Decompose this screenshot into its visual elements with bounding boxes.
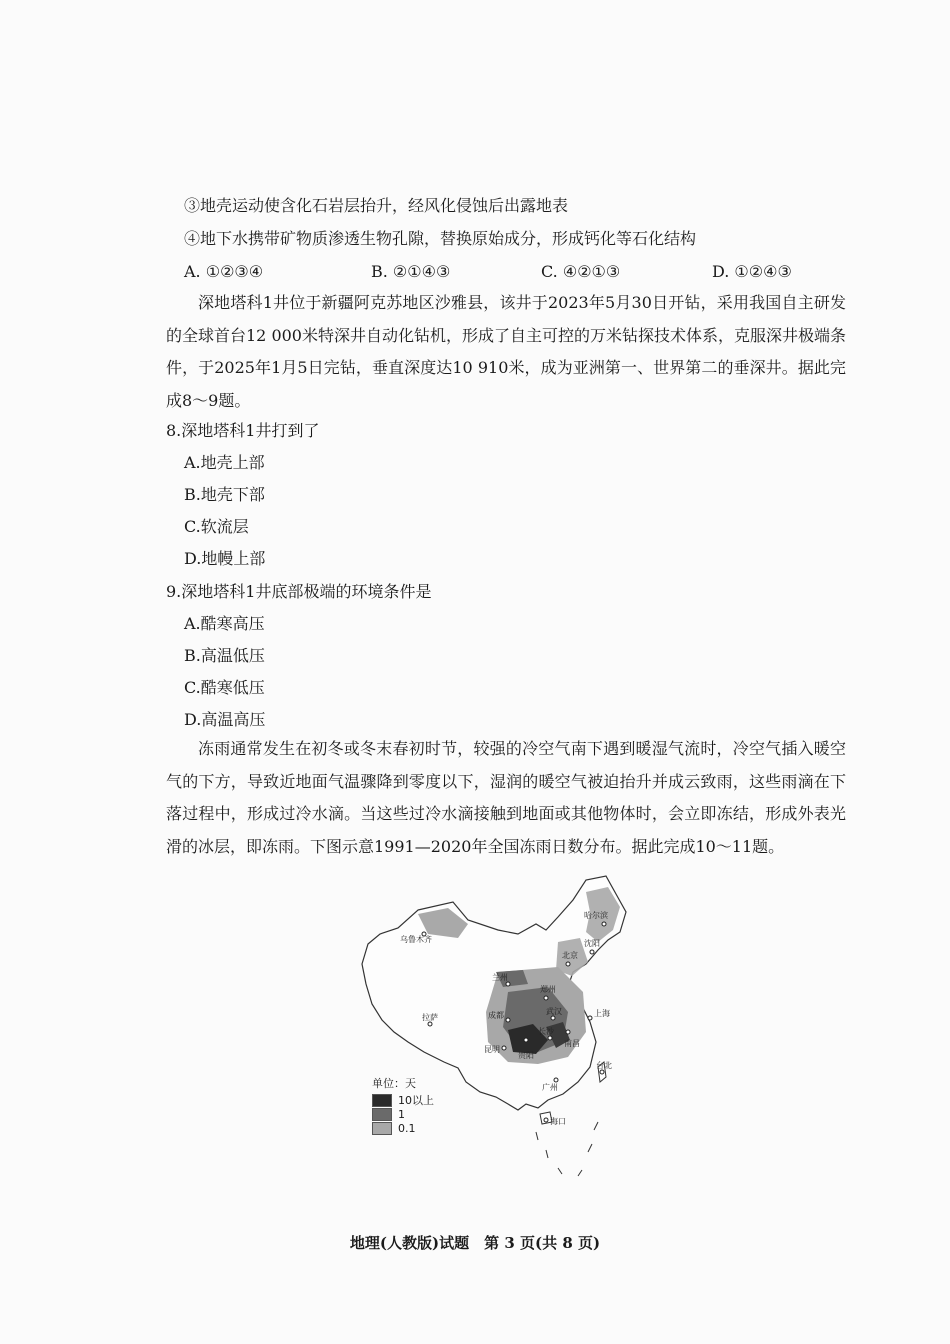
legend-item [372,1107,434,1121]
legend-swatch [372,1122,392,1135]
q8-option-a: A.地壳上部 [184,453,265,472]
south-sea-dashes [536,1122,598,1176]
passage-drilling: 深地塔科1井位于新疆阿克苏地区沙雅县，该井于2023年5月30日开钻，采用我国自主研发的全球首台12 000米特深井自动化钻机，形成了自主可控的万米钻探技术体系，克服深井极端条件，于2025年1月5日完钻，垂直深度达10 910米，成为亚洲第一、世界第二的垂深井。据此完成8～9题。 [166,293,846,410]
city-label: 台北 [596,1061,612,1070]
q8-option-c: C.软流层 [184,517,249,536]
q7-option-d: D. ①②④③ [712,262,792,281]
city-label: 上海 [594,1009,610,1018]
city-label: 哈尔滨 [584,911,608,920]
city-label: 乌鲁木齐 [400,935,432,944]
legend-swatch [372,1108,392,1121]
city-label: 广州 [542,1083,558,1092]
city-label: 南昌 [564,1039,580,1048]
legend-title: 单位：天 [372,1077,416,1090]
q7-option-a: A. ①②③④ [184,262,264,281]
city-label: 海口 [550,1117,566,1126]
q9-option-d: D.高温高压 [184,710,266,729]
q8-option-d: D.地幔上部 [184,549,266,568]
city-label: 成都 [488,1011,504,1020]
q8-option-b: B.地壳下部 [184,485,265,504]
city-label: 兰州 [492,973,508,982]
city-label: 拉萨 [422,1013,438,1022]
city-label: 贵阳 [518,1051,534,1060]
legend-item [372,1121,434,1135]
city-label: 武汉 [546,1007,562,1016]
q9-option-a: A.酷寒高压 [184,614,265,633]
legend-label: 10以上 [398,1094,434,1107]
q9-stem: 9.深地塔科1井底部极端的环境条件是 [166,582,432,601]
q9-option-b: B.高温低压 [184,646,265,665]
legend-label: 0.1 [398,1121,416,1135]
map-legend [372,1075,434,1135]
city-label: 昆明 [484,1045,500,1054]
page-footer: 地理(人教版)试题 第 3 页(共 8 页) [349,1234,601,1252]
city-label: 郑州 [540,985,556,994]
statement-3: ③地壳运动使含化石岩层抬升，经风化侵蚀后出露地表 [184,196,569,215]
legend-swatch [372,1094,392,1107]
q7-option-b: B. ②①④③ [371,262,451,281]
q9-option-c: C.酷寒低压 [184,678,265,697]
legend-item [372,1093,434,1107]
legend-label: 1 [398,1107,405,1121]
q7-option-c: C. ④②①③ [541,262,621,281]
city-label: 长沙 [538,1027,554,1036]
city-label: 沈阳 [584,939,600,948]
city-label: 北京 [562,951,578,960]
china-map-svg [358,872,628,1202]
q8-stem: 8.深地塔科1井打到了 [166,421,320,440]
freezing-rain-map [358,872,628,1202]
statement-4: ④地下水携带矿物质渗透生物孔隙，替换原始成分，形成钙化等石化结构 [184,229,697,248]
passage-freezing-rain: 冻雨通常发生在初冬或冬末春初时节，较强的冷空气南下遇到暖湿气流时，冷空气插入暖空气的下方，导致近地面气温骤降到零度以下，湿润的暖空气被迫抬升并成云致雨，这些雨滴在下落过程中，形成过冷水滴。当这些过冷水滴接触到地面或其他物体时，会立即冻结，形成外表光滑的冰层，即冻雨。下图示意1991—2020年全国冻雨日数分布。据此完成10～11题。 [166,739,846,856]
